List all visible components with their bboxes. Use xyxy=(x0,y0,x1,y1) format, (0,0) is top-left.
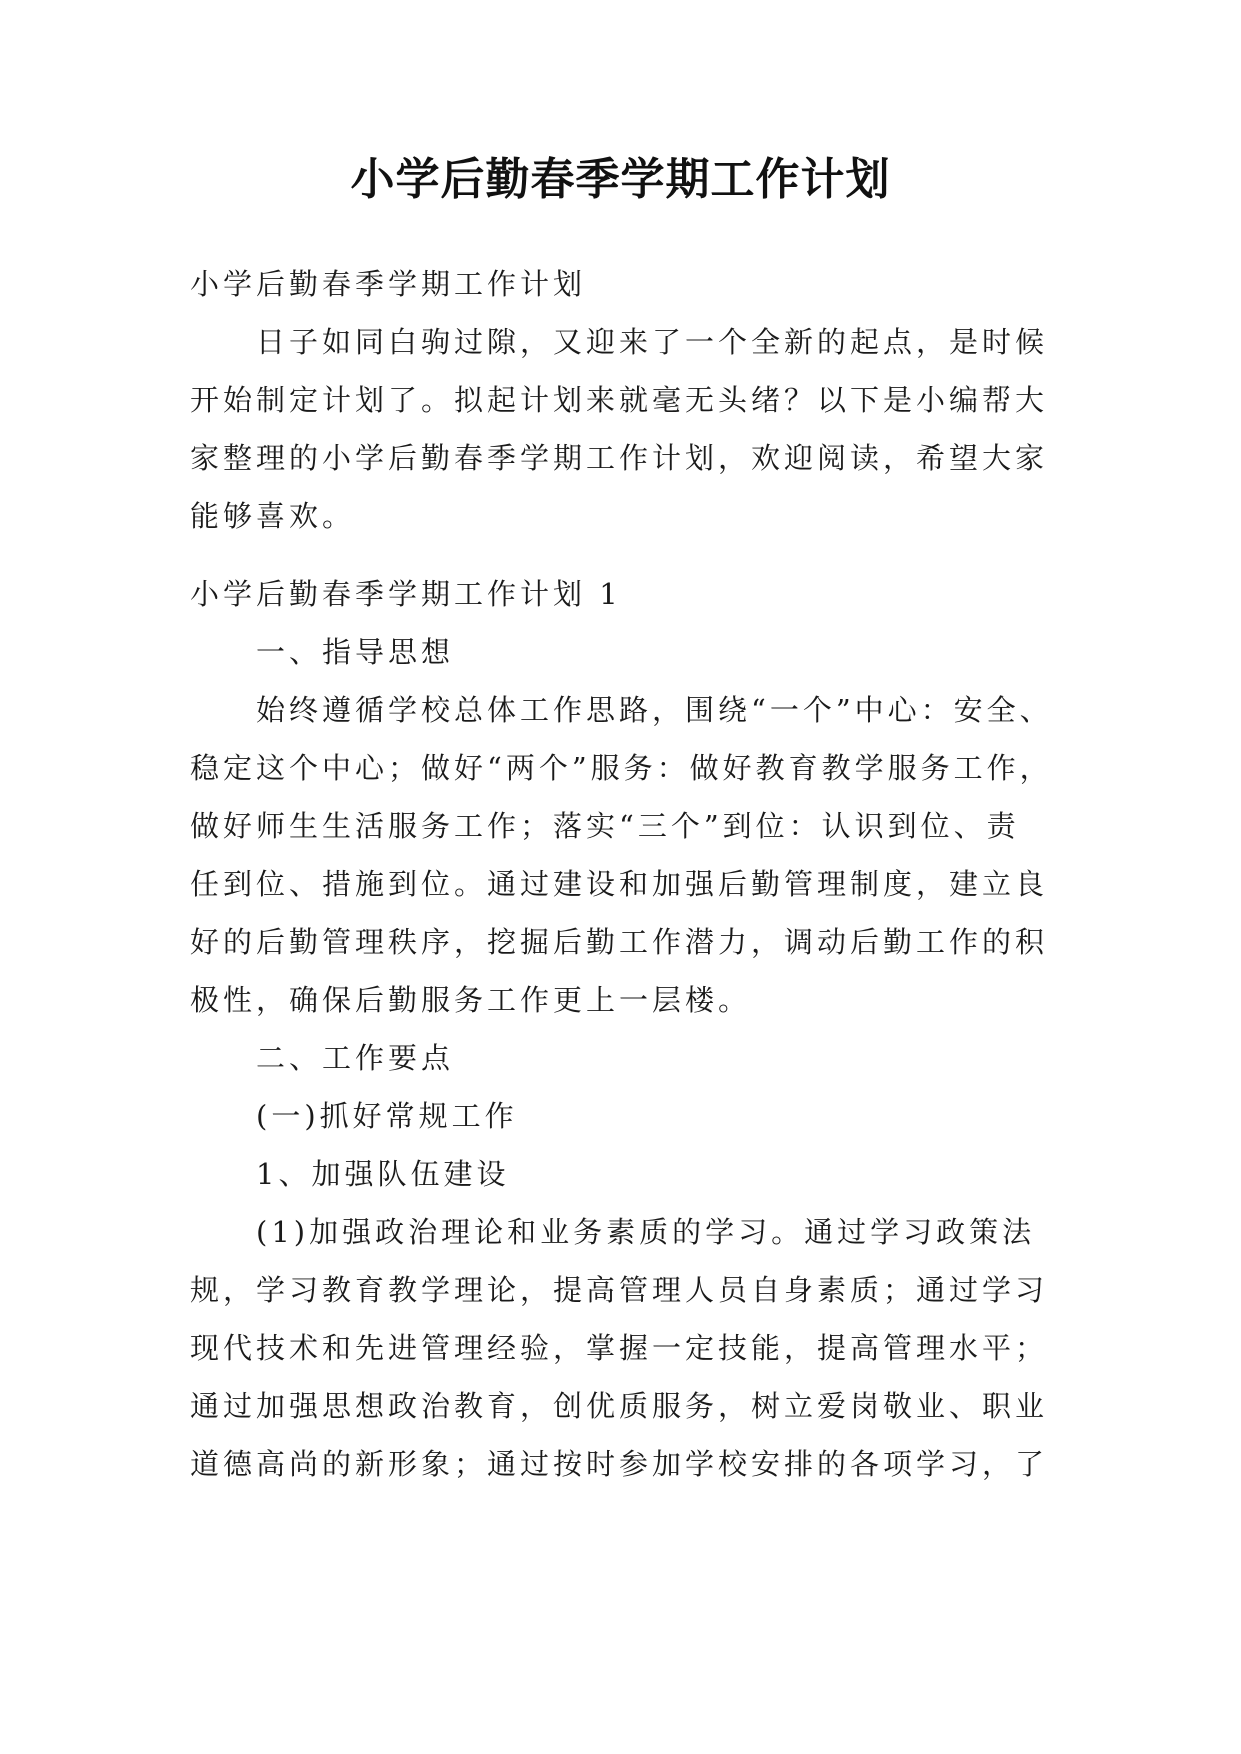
intro-section xyxy=(190,255,1060,545)
guiding-line: 始终遵循学校总体工作思路，围绕“一个”中心：安全、 xyxy=(256,693,1053,727)
intro-line: 日子如同白驹过隙，又迎来了一个全新的起点，是时候 xyxy=(256,325,1049,359)
intro-line: 能够喜欢。 xyxy=(190,499,356,533)
section-heading: 小学后勤春季学期工作计划 1 xyxy=(190,577,622,611)
point-line: 道德高尚的新形象；通过按时参加学校安排的各项学习，了 xyxy=(190,1447,1049,1481)
subheading-routine-work: (一)抓好常规工作 xyxy=(256,1099,518,1133)
guiding-line: 极性，确保后勤服务工作更上一层楼。 xyxy=(190,983,752,1017)
point-line: 规，学习教育教学理论，提高管理人员自身素质；通过学习 xyxy=(190,1273,1049,1307)
subheading-guiding: 一、指导思想 xyxy=(256,635,455,669)
intro-heading: 小学后勤春季学期工作计划 xyxy=(190,267,587,301)
guiding-line: 稳定这个中心；做好“两个”服务：做好教育教学服务工作， xyxy=(190,751,1053,785)
guiding-line: 任到位、措施到位。通过建设和加强后勤管理制度，建立良 xyxy=(190,867,1049,901)
point-line: 现代技术和先进管理经验，掌握一定技能，提高管理水平； xyxy=(190,1331,1049,1365)
guiding-line: 好的后勤管理秩序，挖掘后勤工作潜力，调动后勤工作的积 xyxy=(190,925,1049,959)
subheading-team-building: 1、加强队伍建设 xyxy=(256,1157,510,1191)
subheading-key-points: 二、工作要点 xyxy=(256,1041,455,1075)
intro-line: 家整理的小学后勤春季学期工作计划，欢迎阅读，希望大家 xyxy=(190,441,1049,475)
point-line: 通过加强思想政治教育，创优质服务，树立爱岗敬业、职业 xyxy=(190,1389,1049,1423)
plan-section xyxy=(190,565,1060,1493)
point-line: (1)加强政治理论和业务素质的学习。通过学习政策法 xyxy=(256,1215,1036,1249)
guiding-line: 做好师生生活服务工作；落实“三个”到位：认识到位、责 xyxy=(190,809,1020,843)
intro-line: 开始制定计划了。拟起计划来就毫无头绪？以下是小编帮大 xyxy=(190,383,1049,417)
document-title: 小学后勤春季学期工作计划 xyxy=(350,154,891,205)
